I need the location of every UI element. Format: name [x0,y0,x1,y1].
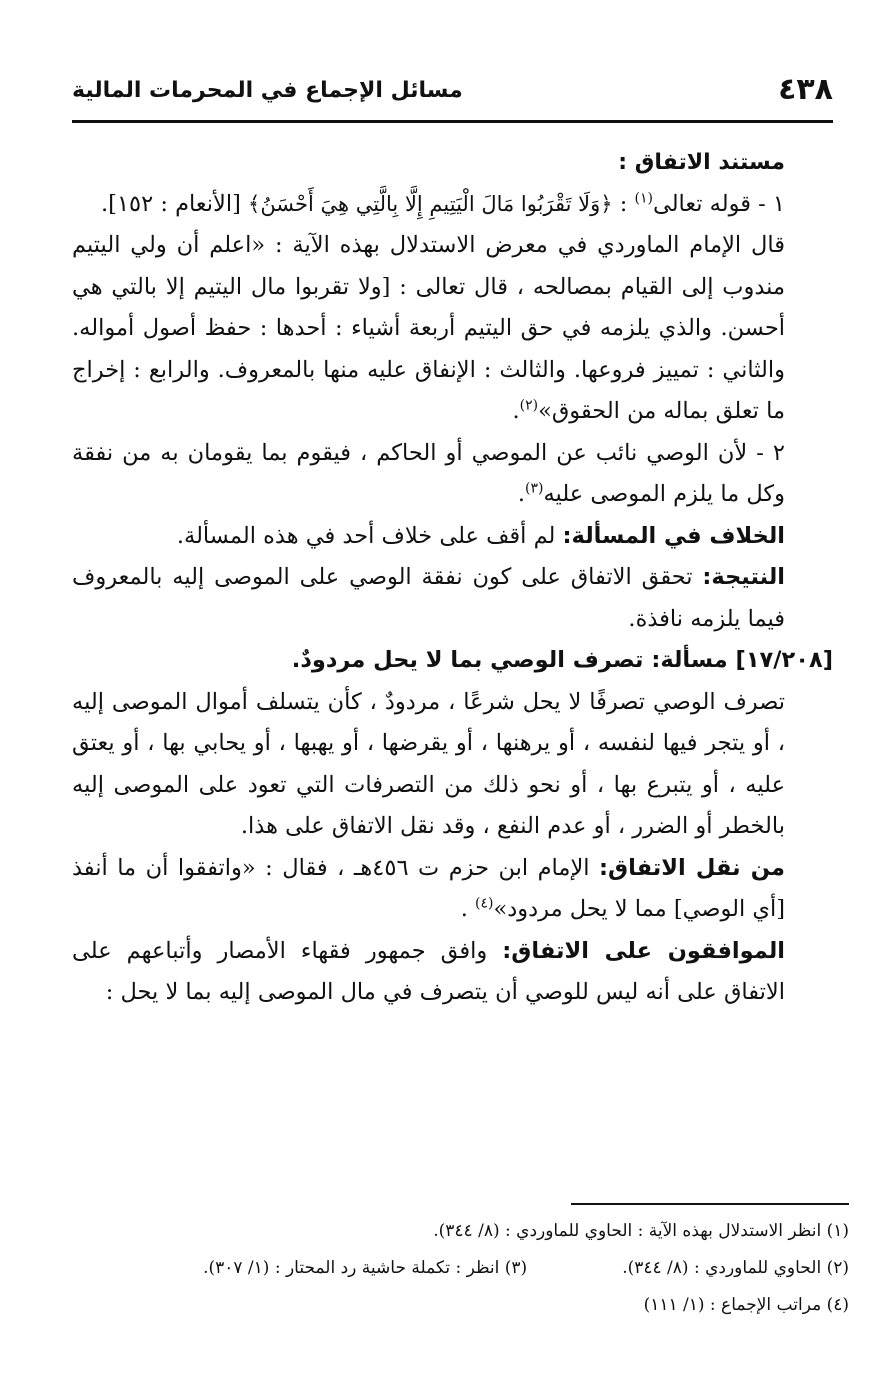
paragraph-quran-evidence [72,184,833,226]
footnote-2: (٢) الحاوي للماوردي : (٨/ ٣٤٤). [622,1258,849,1278]
footnote-ref-2[interactable]: (٢) [519,397,539,414]
text-span: لم أقف على خلاف أحد في هذه المسألة. [176,522,563,549]
verse-citation: [الأنعام : ١٥٢]. [101,190,249,217]
footnote-gap [527,1250,622,1287]
paragraph-disagreement [72,516,833,558]
text-span: تحقق الاتفاق على كون نفقة الوصي على الموصى إليه بالمعروف فيما يلزمه نافذة. [72,564,785,632]
footnote-1: (١) انظر الاستدلال بهذه الآية : الحاوي للماوردي : (٨/ ٣٤٤). [433,1221,849,1241]
paragraph-agreeing [72,931,833,1014]
text-span: . [512,398,520,424]
issue-heading: [١٧/٢٠٨] مسألة: تصرف الوصي بما لا يحل مردودٌ. [291,647,833,673]
paragraph-mawardi-quote [72,225,833,433]
text-span: الإمام ابن حزم ت ٤٥٦هـ ، فقال : «واتفقوا أن ما أنفذ [أي الوصي] مما لا يحل مردود» [72,854,785,922]
paragraph-result [72,557,833,640]
text-span: وافق جمهور فقهاء الأمصار وأتباعهم على الاتفاق على أنه ليس للوصي أن يتصرف في مال الموصى إليه بما لا يحل : [72,937,785,1005]
footnote-row [72,1213,849,1250]
footnote-ref-3[interactable]: (٣) [525,480,544,497]
footnotes [72,1213,849,1324]
text-span: . [517,481,526,507]
footnote-row [72,1250,849,1287]
footnote-3: (٣) انظر : تكملة حاشية رد المحتار : (١/ ٣٠٧). [203,1258,528,1278]
header-rule [72,120,833,123]
label-agreeing: الموافقون على الاتفاق: [502,937,785,964]
quran-verse: ﴿وَلَا تَقْرَبُوا مَالَ الْيَتِيمِ إِلَّا بِالَّتِي هِيَ أَحْسَنُ﴾ [248,191,613,216]
paragraph-second-evidence [72,433,833,516]
footnote-ref-1[interactable]: (١) [634,190,653,206]
text-span: ٢ - لأن الوصي نائب عن الموصي أو الحاكم ، فيقوم بما يقومان به من نفقة وكل ما يلزم الموصى عليه [72,439,785,507]
footnote-row [72,1287,849,1324]
text-span: ١ - قوله تعالى [652,190,785,217]
paragraph-transmitter [72,848,833,931]
page-header [72,68,833,120]
running-title: مسائل الإجماع في المحرمات المالية [72,78,463,103]
section-heading-basis: مستند الاتفاق : [618,150,785,175]
text-span: قال الإمام الماوردي في معرض الاستدلال بهذه الآية : «اعلم أن ولي اليتيم مندوب إلى القيام بمصالحه ، قال تعالى : [ولا تقربوا مال اليتيم إلا بالتي هي أحسن. والذي يلزمه في حق اليتيم أربعة أشياء : أحدها : حفظ أصول أمواله. والثاني : تمييز فروعها. والثالث : الإنفاق عليه منها بالمعروف. والرابع : إخراج ما تعلق بماله من الحقوق» [72,232,785,424]
text-span: : [612,190,635,217]
paragraph-issue-description: تصرف الوصي تصرفًا لا يحل شرعًا ، مردودٌ ، كأن يتسلف أموال الموصى إليه ، أو يتجر فيها لنفسه ، أو يرهنها ، أو يقرضها ، أو يهبها ، أو يحابي بها ، أو يعتق عليه ، أو يتبرع بها ، أو نحو ذلك من التصرفات التي تعود على الموصى إليه بالخطر أو الضرر ، أو عدم النفع ، وقد نقل الاتفاق على هذا. [72,688,785,839]
footnote-ref-4[interactable]: (٤) [475,895,494,912]
label-transmitter: من نقل الاتفاق: [599,854,785,881]
page-body [72,142,833,1014]
footnote-rule [571,1203,849,1205]
label-result: النتيجة: [702,564,785,590]
footnote-4: (٤) مراتب الإجماع : (١/ ١١١) [643,1295,849,1315]
label-disagreement: الخلاف في المسألة: [562,522,785,549]
page-number: ٤٣٨ [778,72,833,107]
text-span: . [460,896,476,922]
